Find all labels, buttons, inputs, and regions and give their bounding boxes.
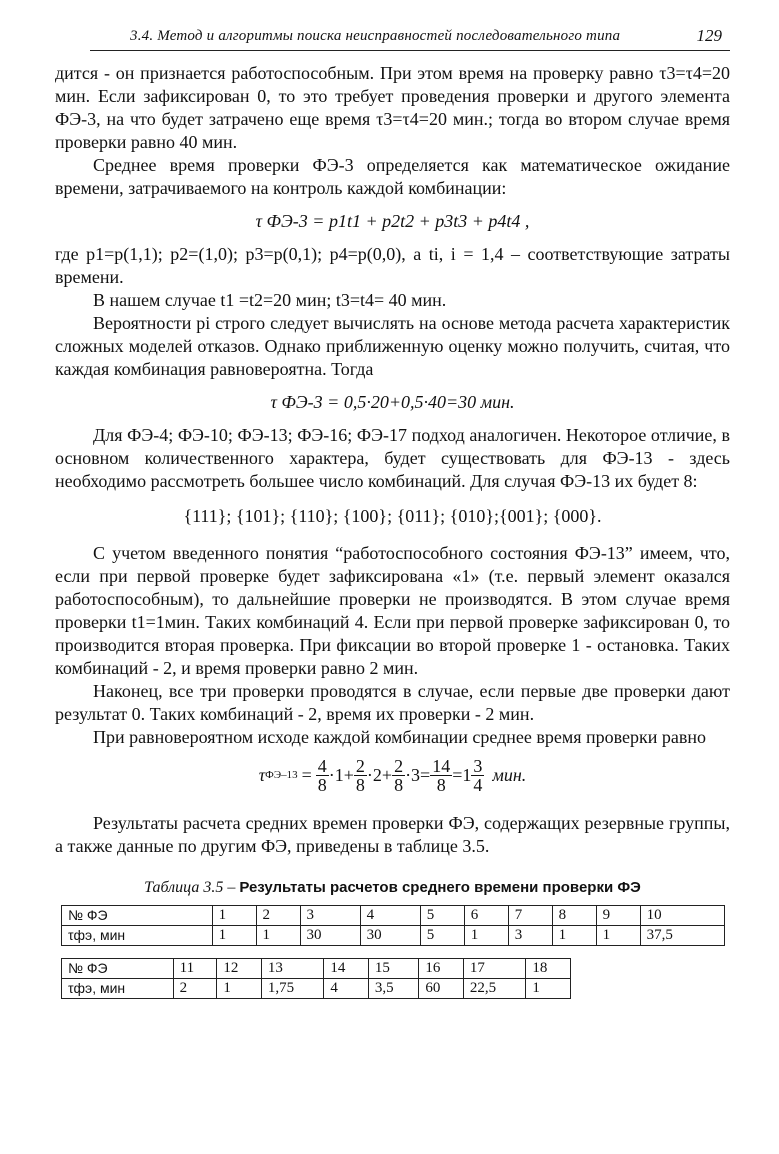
paragraph: В нашем случае t1 =t2=20 мин; t3=t4= 40 мин. (93, 290, 447, 310)
formula-fe3-result: τ ФЭ-3 = 0,5·20+0,5·40=30 мин. (270, 392, 515, 412)
fraction (316, 757, 329, 794)
table-cell: 9 (596, 906, 640, 926)
table-cell: 1 (552, 926, 596, 946)
table-row (62, 979, 571, 999)
table-cell: 1 (212, 926, 256, 946)
table-row (62, 926, 725, 946)
running-header (90, 20, 730, 51)
results-table-part1 (61, 905, 725, 946)
formula-term: ·2+ (366, 765, 393, 785)
table-cell: 8 (552, 906, 596, 926)
table-cell: 18 (526, 959, 571, 979)
page-body (55, 62, 730, 999)
table-cell: 4 (360, 906, 420, 926)
table-cell: 22,5 (463, 979, 525, 999)
table-cell: 30 (300, 926, 360, 946)
row-label-number: № ФЭ (62, 906, 213, 926)
table-row (62, 906, 725, 926)
fraction-denominator: 8 (317, 775, 327, 795)
row-label-number: № ФЭ (62, 959, 174, 979)
fraction-denominator: 8 (355, 775, 365, 795)
table-cell: 6 (464, 906, 508, 926)
paragraph: Вероятности pi строго следует вычислять на основе метода расчета характеристик сложных моделей отказов. Однако приближенную оценку можно получить, считая, что каждая комбинация равновероятна. Тогда (55, 313, 730, 379)
table-cell: 12 (217, 959, 262, 979)
table-cell: 1 (256, 926, 300, 946)
formula-fe13 (55, 757, 730, 794)
table-cell: 1 (212, 906, 256, 926)
fraction (471, 757, 484, 794)
table-cell: 4 (324, 979, 369, 999)
row-label-time: τфэ, мин (62, 926, 213, 946)
paragraph: Результаты расчета средних времен проверки ФЭ, содержащих резервные группы, а также данные по другим ФЭ, приведены в таблице 3.5. (55, 813, 730, 856)
paragraph: С учетом введенного понятия “работоспособного состояния ФЭ-13” имеем, что, если при первой проверке будет зафиксирована «1» (т.е. первый элемент оказался работоспособным), то дальнейшие проверки не производятся. В этом случае время проверки t1=1мин. Таких комбинаций 4. Если при первой проверке зафиксирован 0, то производится вторая проверка. При фиксации во второй проверке 1 - остановка. Таких комбинаций - 2, и время проверки равно 2 мин. (55, 543, 730, 678)
page-number: 129 (696, 26, 722, 45)
formula-lhs: τ (258, 765, 266, 785)
table-cell: 5 (420, 926, 464, 946)
table-cell: 13 (261, 959, 323, 979)
fraction-numerator: 14 (432, 756, 451, 776)
row-label-time: τфэ, мин (62, 979, 174, 999)
table-cell: 1 (596, 926, 640, 946)
table-cell: 3 (508, 926, 552, 946)
fraction-denominator: 8 (436, 775, 446, 795)
table-cell: 15 (368, 959, 419, 979)
header-title: 3.4. Метод и алгоритмы поиска неисправностей последовательного типа (130, 28, 621, 44)
table-cell: 7 (508, 906, 552, 926)
formula-eq: = (301, 765, 312, 785)
results-table-part2 (61, 958, 571, 999)
table-cell: 3 (300, 906, 360, 926)
paragraph: Наконец, все три проверки проводятся в случае, если первые две проверки дают результат 0. Таких комбинаций - 2, время их проверки - 2 мин. (55, 681, 730, 724)
formula-term: ·3= (405, 765, 431, 785)
table-cell: 16 (419, 959, 464, 979)
table-cell: 60 (419, 979, 464, 999)
table-cell: 3,5 (368, 979, 419, 999)
formula-term: =1 (452, 765, 472, 785)
formula-expected-time: τ ФЭ-3 = p1t1 + p2t2 + p3t3 + p4t4 , (255, 211, 530, 231)
fraction-numerator: 4 (317, 756, 327, 776)
paragraph: Для ФЭ-4; ФЭ-10; ФЭ-13; ФЭ-16; ФЭ-17 подход аналогичен. Некоторое отличие, в основном количественного характера, будет существовать для ФЭ-13 - здесь необходимо рассмотреть большее число комбинаций. Для случая ФЭ-13 их будет 8: (55, 425, 730, 491)
fraction-numerator: 2 (355, 756, 365, 776)
table-row (62, 959, 571, 979)
table-cell: 1,75 (261, 979, 323, 999)
table-caption (55, 876, 730, 899)
fraction-denominator: 8 (394, 775, 404, 795)
fraction-numerator: 3 (473, 756, 483, 776)
table-cell: 10 (640, 906, 724, 926)
table-caption-prefix: Таблица 3.5 – (144, 879, 236, 896)
formula-term: ·1+ (328, 765, 354, 785)
table-cell: 1 (526, 979, 571, 999)
table-caption-text: Результаты расчетов среднего времени проверки ФЭ (239, 879, 641, 896)
table-cell: 37,5 (640, 926, 724, 946)
formula-lhs-sub: ФЭ–13 (265, 769, 298, 781)
paragraph: При равновероятном исходе каждой комбинации среднее время проверки равно (93, 727, 707, 747)
table-cell: 30 (360, 926, 420, 946)
fraction (430, 757, 452, 794)
table-cell: 17 (463, 959, 525, 979)
combination-list: {111}; {101}; {110}; {100}; {011}; {010};{001}; {000}. (183, 506, 602, 526)
formula-unit: мин. (492, 765, 527, 785)
table-cell: 14 (324, 959, 369, 979)
table-cell: 1 (217, 979, 262, 999)
fraction-denominator: 4 (473, 775, 483, 795)
fraction (354, 757, 367, 794)
table-cell: 2 (173, 979, 217, 999)
fraction-numerator: 2 (394, 756, 404, 776)
paragraph: Среднее время проверки ФЭ-3 определяется как математическое ожидание времени, затрачиваемого на контроль каждой комбинации: (55, 155, 730, 198)
table-cell: 1 (464, 926, 508, 946)
table-cell: 2 (256, 906, 300, 926)
paragraph: где p1=p(1,1); p2=(1,0); p3=p(0,1); p4=p(0,0), а ti, i = 1,4 – соответствующие затраты времени. (55, 244, 730, 287)
fraction (392, 757, 405, 794)
table-cell: 5 (420, 906, 464, 926)
paragraph: дится - он признается работоспособным. При этом время на проверку равно τ3=τ4=20 мин. Если зафиксирован 0, то это требует проведения проверки и другого элемента ФЭ-3, на что будет затрачено еще время τ3=τ4=20 мин.; тогда во втором случае время проверки равно 40 мин. (55, 63, 730, 152)
table-cell: 11 (173, 959, 217, 979)
